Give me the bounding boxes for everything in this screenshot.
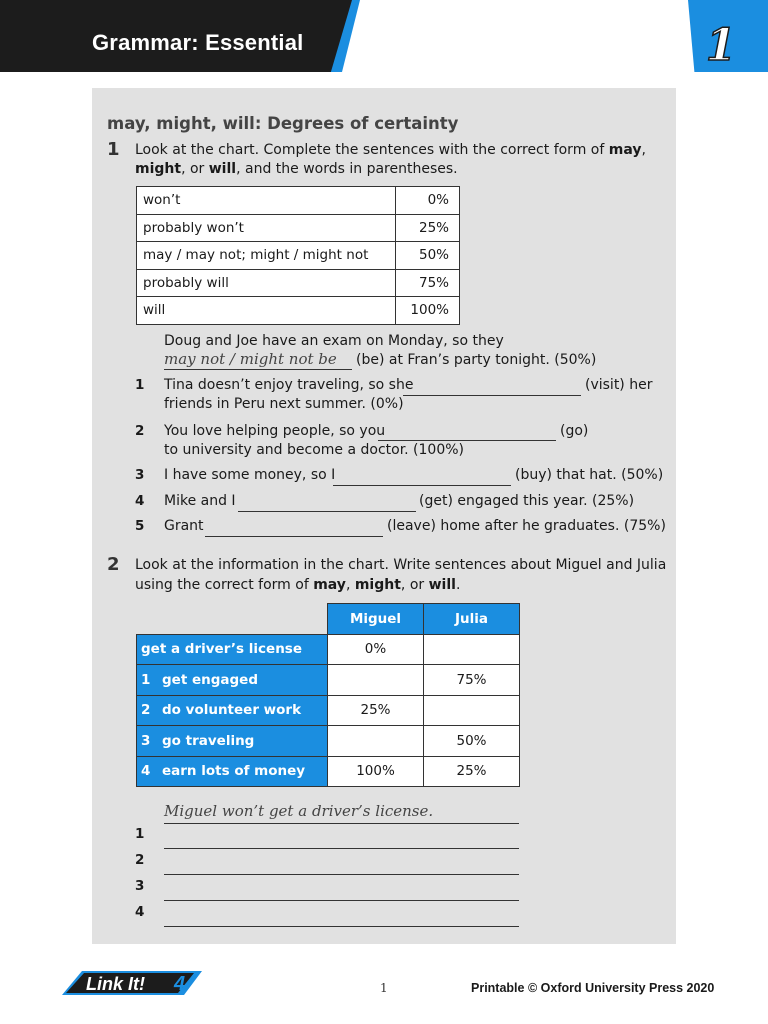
chart-row (137, 242, 460, 270)
miguel-value (328, 665, 424, 696)
section-heading: may, might, will: Degrees of certainty (107, 114, 459, 133)
activity-label (137, 665, 328, 696)
column-header-miguel: Miguel (328, 604, 424, 635)
chart-header-row (137, 604, 520, 635)
instr-text: , or (400, 577, 429, 593)
chart-row-percent: 25% (396, 214, 460, 242)
miguel-value (328, 726, 424, 757)
example-answer: may not / might not be (164, 350, 337, 368)
julia-value: 25% (424, 756, 520, 787)
activity-text: earn lots of money (162, 763, 306, 780)
logo-text: Link It! (86, 974, 145, 994)
exercise-2-number: 2 (107, 554, 120, 575)
answer-number: 1 (135, 826, 145, 842)
activity-number: 3 (141, 732, 151, 749)
instr-text: Look at the chart. Complete the sentences with the correct form of (135, 142, 609, 158)
answer-line-1[interactable] (164, 848, 519, 849)
activity-label (137, 634, 328, 665)
unit-number: 1 (705, 20, 737, 71)
chart-row-label: will (137, 297, 396, 325)
instr-text: using the correct form of (135, 577, 314, 593)
chart-row-label: probably will (137, 269, 396, 297)
answer-number: 2 (135, 852, 145, 868)
exercise-1-instructions-line1 (135, 141, 646, 160)
item-3-after: (buy) that hat. (50%) (515, 467, 664, 483)
exercise-1-instructions-line2 (135, 160, 458, 179)
table-row (137, 756, 520, 787)
item-2-after: (go) (560, 423, 589, 439)
activity-label (137, 726, 328, 757)
exercise-2-instructions-line2 (135, 576, 460, 595)
julia-value: 50% (424, 726, 520, 757)
item-number: 2 (135, 423, 145, 439)
julia-value (424, 634, 520, 665)
instr-keyword-will: will (208, 161, 237, 177)
instr-text: , (345, 577, 355, 593)
activity-number: 1 (141, 671, 151, 688)
exercise-2-instructions-line1: Look at the information in the chart. Write sentences about Miguel and Julia (135, 557, 667, 573)
chart-row-percent: 75% (396, 269, 460, 297)
table-row (137, 726, 520, 757)
table-row (137, 634, 520, 665)
example-rest: (be) at Fran’s party tonight. (50%) (356, 352, 597, 368)
activity-label (137, 695, 328, 726)
page-number: 1 (380, 981, 388, 995)
instr-text: . (455, 577, 461, 593)
chart-corner (137, 604, 328, 635)
chart-row-percent: 0% (396, 187, 460, 215)
chart-row (137, 214, 460, 242)
activity-text: go traveling (162, 732, 255, 749)
instr-keyword-might: might (135, 161, 182, 177)
activity-text: get engaged (162, 671, 258, 688)
exercise-1-number: 1 (107, 139, 120, 160)
table-row (137, 665, 520, 696)
activity-number: 4 (141, 763, 151, 780)
item-5-answer-blank[interactable] (205, 536, 383, 537)
chart-row (137, 187, 460, 215)
item-1-after: (visit) her (585, 377, 653, 393)
item-number: 3 (135, 467, 145, 483)
answer-number: 4 (135, 904, 145, 920)
logo-level: 4 (174, 973, 186, 995)
instr-keyword-might: might (354, 577, 401, 593)
item-1-line2: friends in Peru next summer. (0%) (164, 396, 404, 412)
miguel-value: 0% (328, 634, 424, 665)
chart-row-label: may / may not; might / might not (137, 242, 396, 270)
activity-number: 2 (141, 702, 151, 719)
page-title: Grammar: Essential (92, 30, 304, 55)
activity-label (137, 756, 328, 787)
instr-keyword-will: will (428, 577, 456, 593)
item-4-after: (get) engaged this year. (25%) (419, 493, 635, 509)
miguel-value: 100% (328, 756, 424, 787)
item-number: 1 (135, 377, 145, 393)
item-3-text: I have some money, so I (164, 467, 336, 483)
chart-row (137, 297, 460, 325)
julia-value (424, 695, 520, 726)
answer-line-2[interactable] (164, 874, 519, 875)
link-it-logo (62, 968, 208, 998)
item-3-answer-blank[interactable] (333, 485, 511, 486)
activity-text: get a driver’s license (141, 641, 302, 658)
item-4-answer-blank[interactable] (238, 511, 416, 512)
answer-number: 3 (135, 878, 145, 894)
item-2-text: You love helping people, so you (164, 423, 386, 439)
activity-text: do volunteer work (162, 702, 302, 719)
instr-text: , and the words in parentheses. (236, 161, 458, 177)
chart-row-label: probably won’t (137, 214, 396, 242)
answer-line-3[interactable] (164, 900, 519, 901)
julia-value: 75% (424, 665, 520, 696)
item-1-answer-blank[interactable] (403, 395, 581, 396)
instr-text: , or (181, 161, 209, 177)
miguel-value: 25% (328, 695, 424, 726)
instr-keyword-may: may (313, 577, 346, 593)
chart-row (137, 269, 460, 297)
item-2-line2: to university and become a doctor. (100%) (164, 442, 465, 458)
chart-row-percent: 50% (396, 242, 460, 270)
example-line1: Doug and Joe have an exam on Monday, so they (164, 333, 504, 349)
table-row (137, 695, 520, 726)
item-4-text: Mike and I (164, 493, 236, 509)
item-number: 5 (135, 518, 145, 534)
ex2-example-answer: Miguel won’t get a driver’s license. (164, 802, 434, 820)
item-5-after: (leave) home after he graduates. (75%) (387, 518, 666, 534)
column-header-julia: Julia (424, 604, 520, 635)
chart-row-percent: 100% (396, 297, 460, 325)
instr-text: , (641, 142, 646, 158)
ex2-example-line (164, 823, 519, 824)
instr-keyword-may: may (608, 142, 642, 158)
miguel-julia-chart (136, 603, 520, 787)
copyright: Printable © Oxford University Press 2020 (471, 981, 715, 995)
certainty-chart (136, 186, 460, 325)
chart-row-label: won’t (137, 187, 396, 215)
answer-line-4[interactable] (164, 926, 519, 927)
item-1-text: Tina doesn’t enjoy traveling, so she (164, 377, 414, 393)
example-answer-line (164, 369, 352, 370)
item-5-text: Grant (164, 518, 204, 534)
item-number: 4 (135, 493, 145, 509)
